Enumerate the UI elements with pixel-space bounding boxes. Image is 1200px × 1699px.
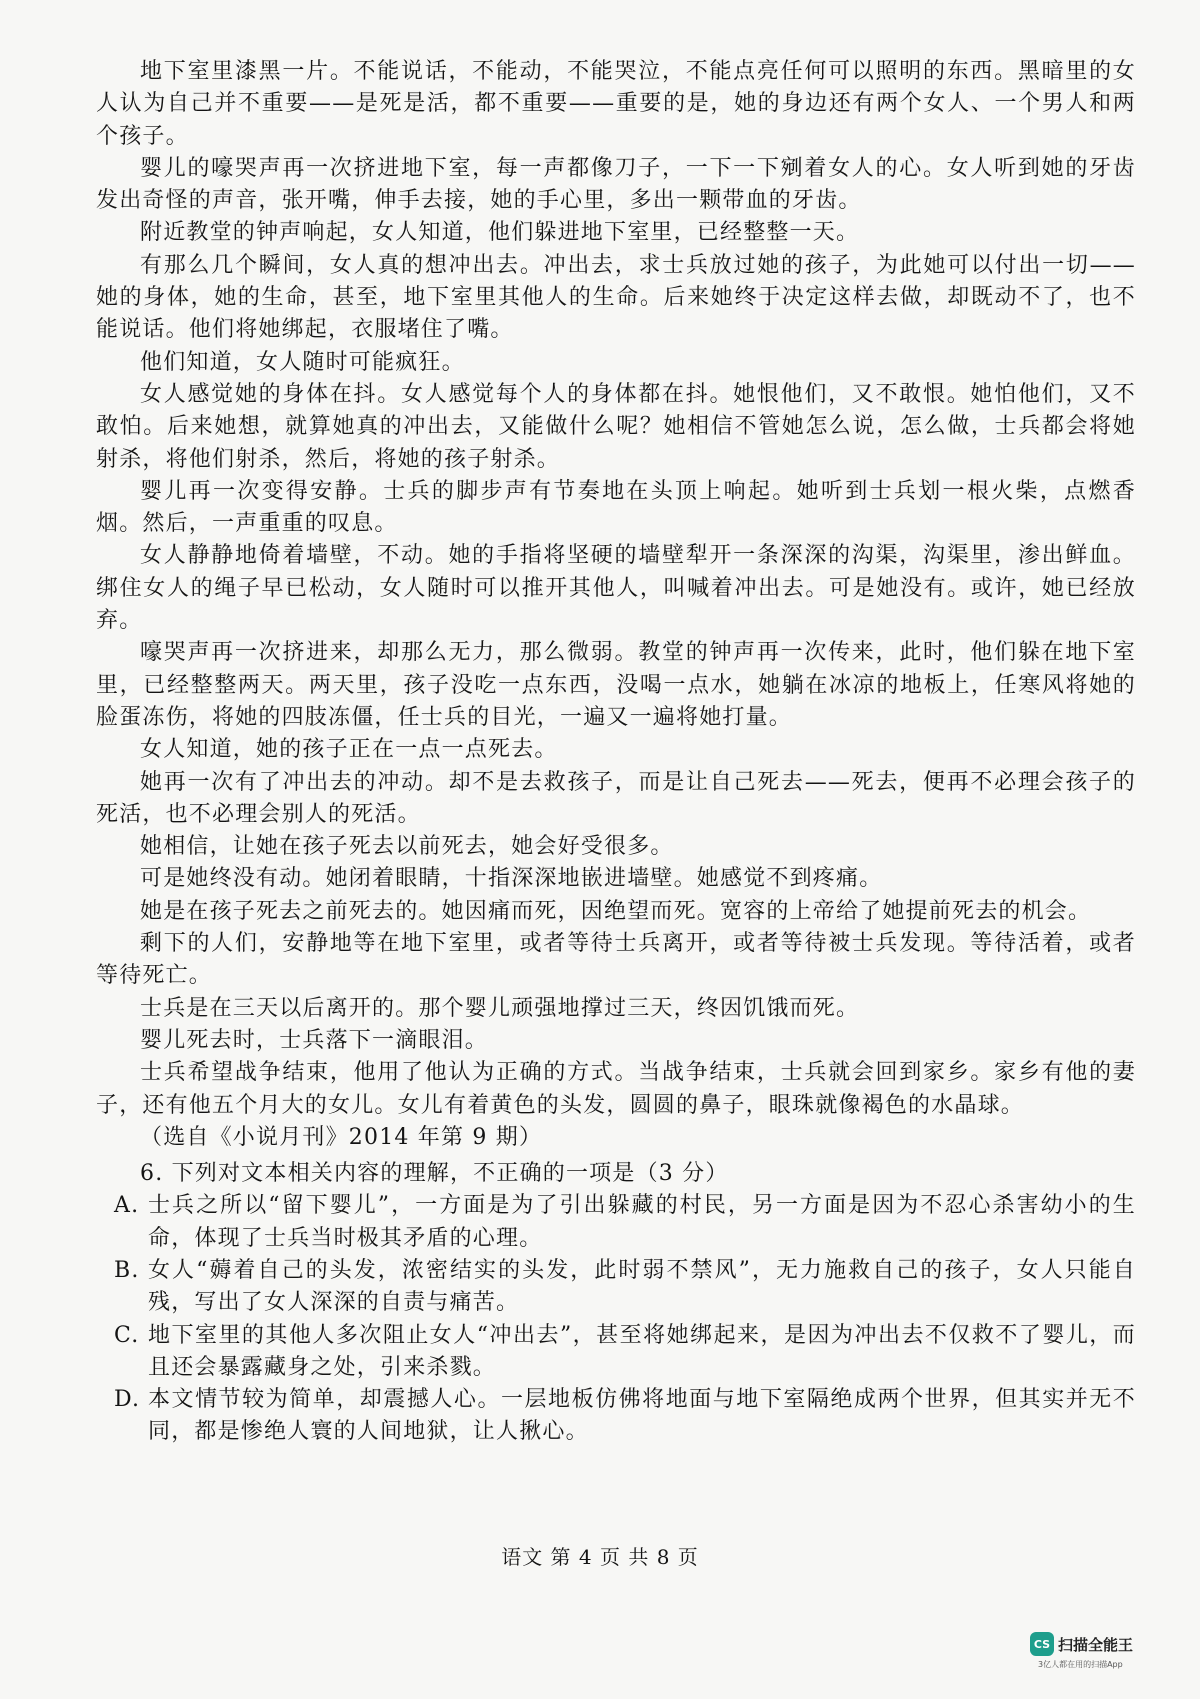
option-d <box>96 1384 1136 1449</box>
option-b <box>96 1255 1136 1320</box>
passage <box>96 56 1136 1122</box>
passage-paragraph: 她是在孩子死去之前死去的。她因痛而死，因绝望而死。宽容的上帝给了她提前死去的机会。 <box>140 898 1092 924</box>
passage-paragraph: 婴儿再一次变得安静。士兵的脚步声有节奏地在头顶上响起。她听到士兵划一根火柴，点燃香烟。然后，一声重重的叹息。 <box>96 478 1136 537</box>
passage-paragraph: 女人静静地倚着墙壁，不动。她的手指将坚硬的墙壁犁开一条深深的沟渠，沟渠里，渗出鲜血。绑住女人的绳子早已松动，女人随时可以推开其他人，叫喊着冲出去。可是她没有。或许，她已经放弃。 <box>96 543 1136 634</box>
page-footer: 语文 第 4 页 共 8 页 <box>501 1545 699 1569</box>
passage-paragraph: 士兵是在三天以后离开的。那个婴儿顽强地撑过三天，终因饥饿而死。 <box>140 995 860 1021</box>
passage-paragraph: 有那么几个瞬间，女人真的想冲出去。冲出去，求士兵放过她的孩子，为此她可以付出一切——她的身体，她的生命，甚至，地下室里其他人的生命。后来她终于决定这样去做，却既动不了，也不能说话。他们将她绑起，衣服堵住了嘴。 <box>96 252 1136 343</box>
option-c <box>96 1320 1136 1385</box>
question-6 <box>96 1158 1136 1449</box>
option-label: D. <box>114 1387 141 1413</box>
passage-paragraph: 婴儿死去时，士兵落下一滴眼泪。 <box>140 1027 489 1053</box>
option-a <box>96 1190 1136 1255</box>
passage-paragraph: 女人感觉她的身体在抖。女人感觉每个人的身体都在抖。她恨他们，又不敢恨。她怕他们，又不敢怕。后来她想，就算她真的冲出去，又能做什么呢？她相信不管她怎么说，怎么做，士兵都会将她射杀，将他们射杀，然后，将她的孩子射杀。 <box>96 381 1136 472</box>
passage-paragraph: 她再一次有了冲出去的冲动。却不是去救孩子，而是让自己死去——死去，便再不必理会孩子的死活，也不必理会别人的死活。 <box>96 769 1136 827</box>
option-text: 本文情节较为简单，却震撼人心。一层地板仿佛将地面与地下室隔绝成两个世界，但其实并无不同，都是惨绝人寰的人间地狱，让人揪心。 <box>148 1387 1136 1445</box>
scanner-logo-icon: CS <box>1030 1632 1054 1656</box>
option-label: A. <box>114 1193 140 1219</box>
option-text: 士兵之所以“留下婴儿”，一方面是为了引出躲藏的村民，另一方面是因为不忍心杀害幼小的生命，体现了士兵当时极其矛盾的心理。 <box>148 1193 1136 1251</box>
passage-paragraph: 嚎哭声再一次挤进来，却那么无力，那么微弱。教堂的钟声再一次传来，此时，他们躲在地下室里，已经整整两天。两天里，孩子没吃一点东西，没喝一点水，她躺在冰凉的地板上，任寒风将她的脸蛋冻伤，将她的四肢冻僵，任士兵的目光，一遍又一遍将她打量。 <box>96 640 1136 730</box>
passage-paragraph: 士兵希望战争结束，他用了他认为正确的方式。当战争结束，士兵就会回到家乡。家乡有他的妻子，还有他五个月大的女儿。女儿有着黄色的头发，圆圆的鼻子，眼珠就像褐色的水晶球。 <box>96 1060 1136 1118</box>
passage-paragraph: 他们知道，女人随时可能疯狂。 <box>140 349 465 375</box>
option-text: 女人“薅着自己的头发，浓密结实的头发，此时弱不禁风”，无力施救自己的孩子，女人只能自残，写出了女人深深的自责与痛苦。 <box>148 1257 1136 1316</box>
passage-paragraph: 剩下的人们，安静地等在地下室里，或者等待士兵离开，或者等待被士兵发现。等待活着，或者等待死亡。 <box>96 931 1136 989</box>
passage-paragraph: 附近教堂的钟声响起，女人知道，他们躲进地下室里，已经整整一天。 <box>140 220 860 246</box>
passage-paragraph: 婴儿的嚎哭声再一次挤进地下室，每一声都像刀子，一下一下剜着女人的心。女人听到她的牙齿发出奇怪的声音，张开嘴，伸手去接，她的手心里，多出一颗带血的牙齿。 <box>96 155 1136 214</box>
passage-paragraph: 她相信，让她在孩子死去以前死去，她会好受很多。 <box>140 834 674 860</box>
source-citation: （选自《小说月刊》2014 年第 9 期） <box>140 1124 543 1150</box>
content-area <box>96 56 1136 1449</box>
watermark-tagline: 3亿人都在用的扫描App <box>1038 1660 1123 1669</box>
option-label: C. <box>114 1322 140 1348</box>
passage-paragraph: 女人知道，她的孩子正在一点一点死去。 <box>140 737 558 763</box>
passage-paragraph: 可是她终没有动。她闭着眼睛，十指深深地嵌进墙壁。她感觉不到疼痛。 <box>140 866 883 892</box>
scanner-watermark <box>1030 1632 1133 1670</box>
option-text: 地下室里的其他人多次阻止女人“冲出去”，甚至将她绑起来，是因为冲出去不仅救不了婴儿，而且还会暴露藏身之处，引来杀戮。 <box>148 1322 1136 1380</box>
option-label: B. <box>114 1257 140 1283</box>
question-stem: 6. 下列对文本相关内容的理解，不正确的一项是（3 分） <box>140 1161 729 1187</box>
watermark-app-name: 扫描全能王 <box>1058 1635 1134 1654</box>
passage-paragraph: 地下室里漆黑一片。不能说话，不能动，不能哭泣，不能点亮任何可以照明的东西。黑暗里的女人认为自己并不重要——是死是活，都不重要——重要的是，她的身边还有两个女人、一个男人和两个孩子。 <box>96 59 1136 149</box>
